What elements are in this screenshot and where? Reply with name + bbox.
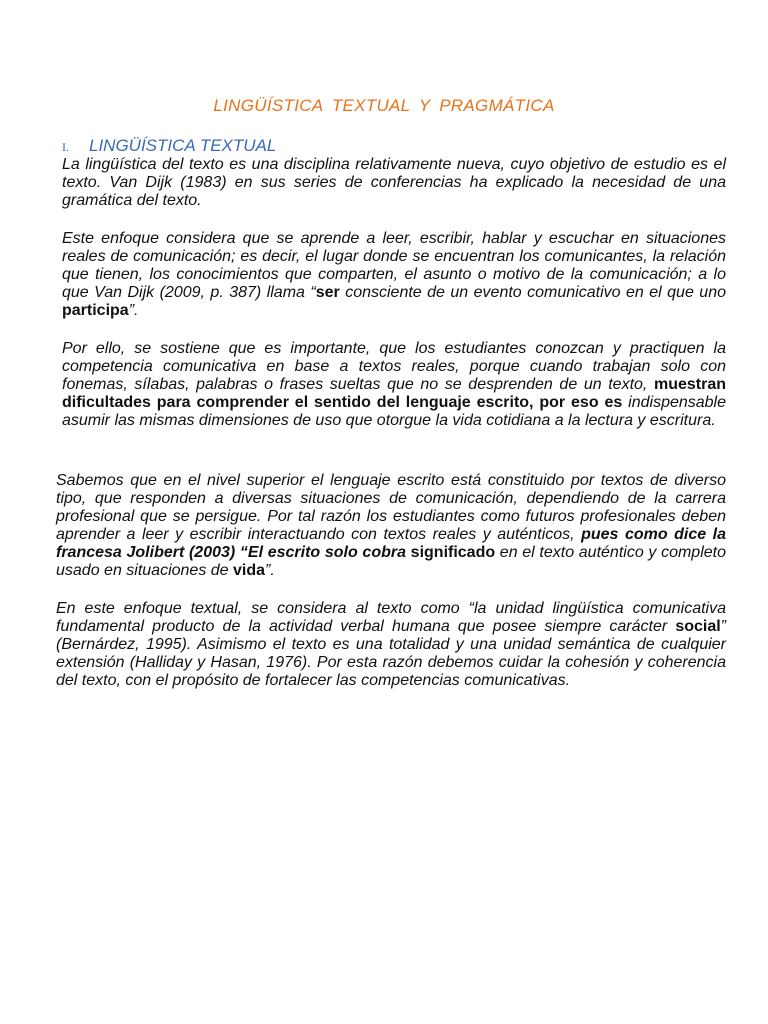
section-heading <box>62 136 276 156</box>
paragraph-3-text-2: indispensable asumir las mismas dimensiones de uso que otorgue la vida cotidiana a la lectura y escritura. <box>62 394 727 429</box>
paragraph-5-bold-1: social <box>675 618 721 635</box>
paragraph-4-text-2: en el texto auténtico y completo usado en situaciones de <box>56 544 726 579</box>
paragraph-2-bold-2: participa <box>62 302 129 319</box>
section-heading-text: LINGÜÍSTICA TEXTUAL <box>89 136 277 155</box>
paragraph-5-text-2: ” (Bernárdez, 1995). Asimismo el texto es una totalidad y una unidad semántica de cualquier extensión (Halliday y Hasan, 1976). Por esta razón debemos cuidar la cohesión y coherencia del texto, con el propósito de fortalecer las competencias comunicativas. <box>56 618 726 689</box>
paragraph-4-text-3: ”. <box>265 562 275 579</box>
paragraph-2-bold-1: ser <box>315 284 340 301</box>
paragraph-4 <box>56 472 726 580</box>
paragraph-3-bold-1: muestran dificultades para comprender el sentido del lenguaje escrito, por eso es <box>62 376 726 411</box>
paragraph-4-bold-3: vida <box>233 562 266 579</box>
paragraph-2 <box>62 230 726 320</box>
document-title: LINGÜÍSTICA TEXTUAL Y PRAGMÁTICA <box>213 96 555 115</box>
section-number: I. <box>62 140 69 154</box>
paragraph-3 <box>62 340 726 430</box>
paragraph-2-text-1: Este enfoque considera que se aprende a leer, escribir, hablar y escuchar en situaciones reales de comunicación; es decir, el lugar donde se encuentran los comunicantes, la relación que tienen, los conocimientos que comparten, el asunto o motivo de la comunicación; a lo que Van Dijk (2009, p. 387) llama “ <box>62 230 726 301</box>
paragraph-4-bold-2: significado <box>410 544 496 561</box>
paragraph-1: La lingüística del texto es una disciplina relativamente nueva, cuyo objetivo de estudio es el texto. Van Dijk (1983) en sus series de conferencias ha explicado la necesidad de una gramática del texto. <box>62 156 726 209</box>
paragraph-2-text-3: ”. <box>128 302 139 319</box>
paragraph-2-text-2: consciente de un evento comunicativo en el que uno <box>339 284 726 301</box>
paragraph-4-text-1: Sabemos que en el nivel superior el lenguaje escrito está constituido por textos de diverso tipo, que responden a diversas situaciones de comunicación, dependiendo de la carrera profesional que se persigue. Por tal razón los estudiantes como futuros profesionales deben aprender a leer y escribir interactuando con textos reales y auténticos, <box>56 472 726 543</box>
paragraph-5-text-1: En este enfoque textual, se considera al texto como “la unidad lingüística comunicativa fundamental producto de la actividad verbal humana que posee siempre carácter <box>56 600 726 635</box>
paragraph-5 <box>56 600 726 690</box>
paragraph-4-bold-1: pues como dice la francesa Jolibert (2003) “El escrito solo cobra <box>56 526 726 561</box>
paragraph-3-text-1: Por ello, se sostiene que es importante, que los estudiantes conozcan y practiquen la competencia comunicativa en base a textos reales, porque cuando trabajan solo con fonemas, sílabas, palabras o frases sueltas que no se desprenden de un texto, <box>62 340 726 393</box>
